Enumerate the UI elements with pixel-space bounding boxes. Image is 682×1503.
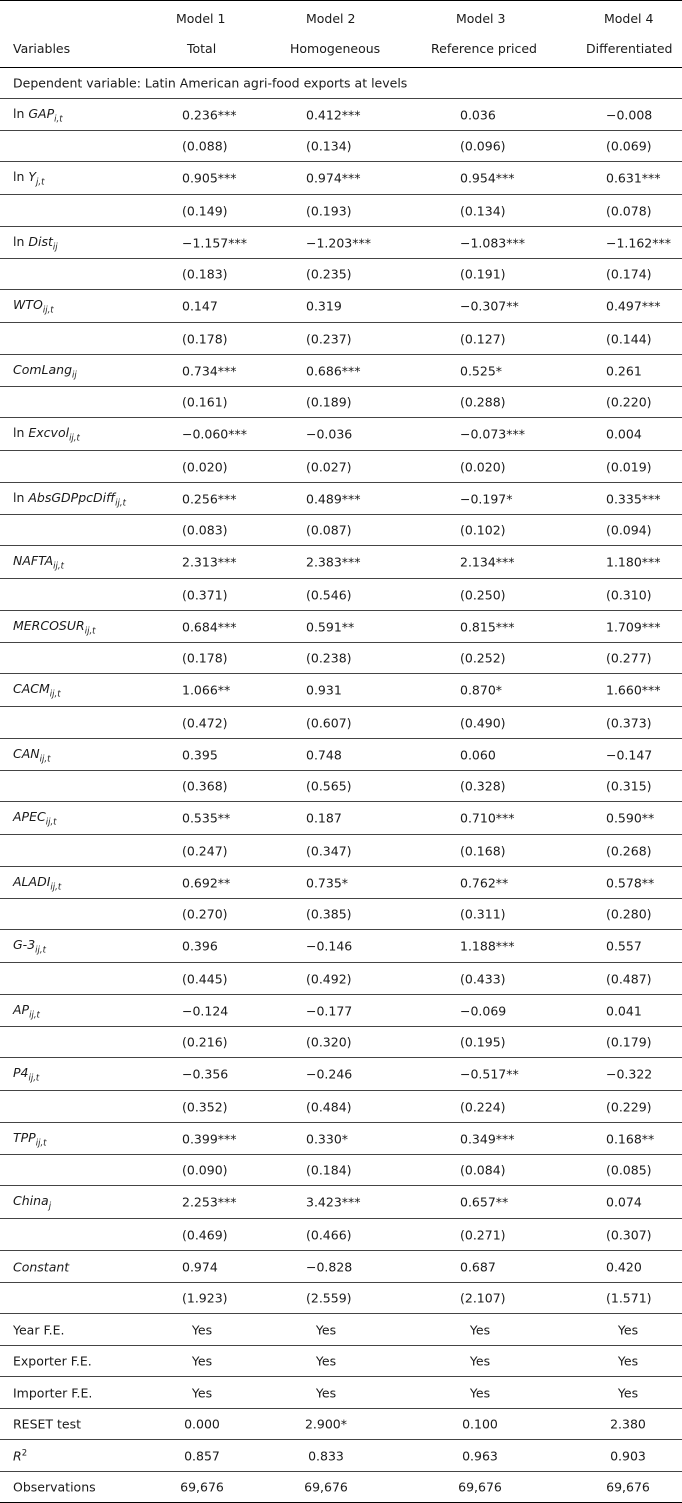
std-error-cell: (0.191) [460,266,506,282]
coefficient-cell: 0.074 [606,1194,642,1210]
se-row [0,1283,682,1314]
coefficient-cell: 1.188*** [460,938,515,954]
footer-value: 0.857 [184,1448,220,1463]
coefficient-cell: 0.974 [182,1259,218,1274]
std-error-cell: (0.373) [606,715,652,730]
footer-value: 0.833 [308,1448,344,1463]
std-error-cell: (0.371) [182,587,228,602]
coefficient-cell: 0.335*** [606,491,661,506]
std-error-cell: (0.189) [306,394,352,410]
footer-value: Yes [315,1353,337,1369]
coefficient-cell: 0.319 [306,298,342,314]
std-error-cell: (0.352) [182,1099,228,1114]
coef-row [0,162,682,195]
std-error-cell: (0.161) [182,394,228,410]
coefficient-cell: −0.069 [460,1003,507,1018]
coef-row [0,611,682,643]
footer-row [0,1314,682,1346]
std-error-cell: (0.347) [306,843,352,858]
std-error-cell: (0.216) [182,1034,228,1050]
coefficient-cell: 0.686*** [306,363,361,378]
std-error-cell: (0.472) [182,715,228,730]
coef-row [0,355,682,387]
std-error-cell: (0.238) [306,650,352,666]
coefficient-cell: 0.041 [606,1003,642,1018]
coefficient-cell: 2.134*** [460,554,515,570]
std-error-cell: (0.088) [182,138,228,154]
coefficient-cell: 1.660*** [606,682,661,698]
std-error-cell: (0.277) [606,650,652,666]
section-title-row [0,68,682,99]
footer-value: Yes [315,1385,337,1400]
variable-label: $\ln GAP_{i,t}$ [13,105,63,124]
coefficient-cell: 0.954*** [460,170,515,186]
variable-label: $CACM_{ij,t}$ [13,680,61,700]
coefficient-cell: −0.322 [606,1066,653,1082]
std-error-cell: (0.144) [606,331,652,346]
std-error-cell: (0.220) [606,394,652,410]
variable-rows [0,99,682,1314]
std-error-cell: (0.224) [460,1099,506,1114]
std-error-cell: (0.250) [460,587,506,602]
footer-row [0,1440,682,1472]
footer-label: Year F.E. [13,1322,65,1337]
std-error-cell: (0.193) [306,203,352,218]
std-error-cell: (0.252) [460,650,506,666]
coefficient-cell: 0.710*** [460,810,515,826]
std-error-cell: (0.320) [306,1034,352,1050]
std-error-cell: (1.923) [182,1290,228,1306]
coefficient-cell: −0.036 [306,426,353,442]
coef-row [0,99,682,131]
coefficient-cell: −0.146 [306,938,353,954]
std-error-cell: (0.102) [460,522,506,538]
std-error-cell: (0.368) [182,778,228,794]
coefficient-cell: −1.157*** [182,235,248,250]
coefficient-cell: 0.399*** [182,1131,237,1146]
coefficient-cell: 0.187 [306,810,342,826]
std-error-cell: (0.184) [306,1162,352,1178]
coefficient-cell: 0.525* [460,363,503,378]
coefficient-cell: 0.557 [606,938,642,954]
std-error-cell: (0.083) [182,522,228,538]
coefficient-cell: −0.828 [306,1259,353,1274]
std-error-cell: (0.069) [606,138,652,154]
se-row [0,1091,682,1123]
model-2-type: Homogeneous [290,41,381,56]
footer-value: 69,676 [180,1479,224,1495]
coefficient-cell: 0.396 [182,938,218,954]
coefficient-cell: 0.578** [606,875,655,890]
model-4-name: Model 4 [604,11,654,26]
coefficient-cell: 0.905*** [182,170,237,186]
footer-value: 69,676 [458,1479,502,1495]
footer-value: Yes [617,1322,639,1337]
variable-label: ln AbsGDPpcDiff$_{ij,t}$ [13,489,126,508]
se-row [0,835,682,867]
se-row [0,451,682,483]
std-error-cell: (0.237) [306,331,352,346]
footer-label: Importer F.E. [13,1385,93,1400]
coefficient-cell: 0.261 [606,363,642,378]
coefficient-cell: 2.313*** [182,554,237,570]
coef-row [0,930,682,963]
coefficient-cell: 0.147 [182,298,218,314]
coefficient-cell: −1.083*** [460,235,526,250]
std-error-cell: (0.195) [460,1034,506,1050]
se-row [0,323,682,355]
footer-row [0,1409,682,1440]
coefficient-cell: 0.974*** [306,170,361,186]
coefficient-cell: 0.684*** [182,619,237,634]
footer-value: Yes [191,1353,213,1369]
std-error-cell: (0.487) [606,971,652,986]
std-error-cell: (0.492) [306,971,352,986]
std-error-cell: (0.168) [460,843,506,858]
coefficient-cell: −0.517** [460,1066,519,1082]
std-error-cell: (0.565) [306,778,352,794]
coefficient-cell: 0.692** [182,875,231,890]
se-row [0,195,682,227]
footer-rows [0,1314,682,1503]
std-error-cell: (0.134) [306,138,352,154]
coefficient-cell: 2.253*** [182,1194,237,1210]
coef-row [0,995,682,1027]
coefficient-cell: 1.066** [182,682,231,698]
std-error-cell: (0.085) [606,1162,652,1178]
coef-row [0,546,682,579]
std-error-cell: (0.311) [460,906,506,922]
coefficient-cell: 0.395 [182,747,218,762]
coef-row [0,483,682,515]
std-error-cell: (0.288) [460,394,506,410]
coefficient-cell: 3.423*** [306,1194,361,1210]
coefficient-cell: −0.197* [460,491,513,506]
footer-label: RESET test [13,1416,82,1432]
coefficient-cell: −0.177 [306,1003,353,1018]
coef-row [0,802,682,835]
std-error-cell: (0.469) [182,1227,228,1242]
coef-row [0,1186,682,1219]
se-row [0,131,682,162]
variable-label: $P4_{ij,t}$ [13,1064,40,1084]
variable-label: ln Excvol$_{ij,t}$ [13,424,80,444]
coefficient-cell: 0.748 [306,747,342,762]
std-error-cell: (0.019) [606,459,652,474]
coef-row [0,1251,682,1283]
std-error-cell: (0.280) [606,906,652,922]
std-error-cell: (0.315) [606,778,652,794]
coefficient-cell: −0.060*** [182,426,248,442]
coefficient-cell: −0.073*** [460,426,526,442]
std-error-cell: (0.247) [182,843,228,858]
std-error-cell: (0.134) [460,203,506,218]
std-error-cell: (0.490) [460,715,506,730]
variable-label: $CAN_{ij,t}$ [13,745,51,764]
coefficient-cell: 0.004 [606,426,642,442]
std-error-cell: (0.607) [306,715,352,730]
std-error-cell: (0.466) [306,1227,352,1242]
variable-label: $WTO_{ij,t}$ [13,296,54,316]
coef-row [0,418,682,451]
variable-label: $NAFTA_{ij,t}$ [13,552,64,572]
std-error-cell: (0.094) [606,522,652,538]
coefficient-cell: −0.356 [182,1066,229,1082]
coefficient-cell: 0.687 [460,1259,496,1274]
coefficient-cell: 0.631*** [606,170,661,186]
footer-value: 69,676 [304,1479,348,1495]
std-error-cell: (0.229) [606,1099,652,1114]
variable-label: $\ln Y_{j,t}$ [13,168,45,188]
coefficient-cell: 0.412*** [306,107,361,122]
std-error-cell: (0.433) [460,971,506,986]
se-row [0,259,682,290]
footer-value: 0.100 [462,1416,498,1432]
coefficient-cell: −0.124 [182,1003,229,1018]
coef-row [0,674,682,707]
footer-value: Yes [469,1385,491,1400]
footer-value: Yes [617,1353,639,1369]
model-1-name: Model 1 [176,11,226,26]
coefficient-cell: 0.815*** [460,619,515,634]
coefficient-cell: 0.349*** [460,1131,515,1146]
std-error-cell: (0.385) [306,906,352,922]
footer-label: Observations [13,1479,96,1495]
footer-label: $R^2$ [13,1447,28,1464]
footer-value: 69,676 [606,1479,650,1495]
coefficient-cell: −0.147 [606,747,653,762]
coefficient-cell: −0.246 [306,1066,353,1082]
std-error-cell: (0.084) [460,1162,506,1178]
se-row [0,963,682,995]
coefficient-cell: 0.330* [306,1131,349,1146]
std-error-cell: (0.096) [460,138,506,154]
se-row [0,387,682,418]
coefficient-cell: 0.497*** [606,298,661,314]
coefficient-cell: 0.762** [460,875,509,890]
coef-row [0,739,682,771]
std-error-cell: (0.307) [606,1227,652,1242]
std-error-cell: (0.020) [460,459,506,474]
std-error-cell: (0.445) [182,971,228,986]
variable-label: $APEC_{ij,t}$ [13,808,57,828]
footer-row [0,1346,682,1377]
coefficient-cell: 2.383*** [306,554,361,570]
coef-row [0,227,682,259]
model-4-type: Differentiated [586,41,673,56]
std-error-cell: (0.235) [306,266,352,282]
footer-value: Yes [191,1322,213,1337]
coef-row [0,1058,682,1091]
std-error-cell: (0.178) [182,331,228,346]
se-row [0,771,682,802]
coefficient-cell: 0.590** [606,810,655,826]
coefficient-cell: 0.256*** [182,491,237,506]
footer-row [0,1472,682,1503]
variables-header: Variables [13,41,71,56]
footer-value: Yes [617,1385,639,1400]
coefficient-cell: 0.734*** [182,363,237,378]
coefficient-cell: −0.307** [460,298,519,314]
coefficient-cell: −0.008 [606,107,653,122]
std-error-cell: (0.178) [182,650,228,666]
section-title: Dependent variable: Latin American agri-food exports at levels [13,75,408,91]
variable-label: $ALADI_{ij,t}$ [13,873,62,892]
std-error-cell: (0.078) [606,203,652,218]
coefficient-cell: 0.591** [306,619,355,634]
std-error-cell: (0.149) [182,203,228,218]
std-error-cell: (0.268) [606,843,652,858]
std-error-cell: (0.310) [606,587,652,602]
coef-row [0,290,682,323]
std-error-cell: (0.127) [460,331,506,346]
coefficient-cell: 0.870* [460,682,503,698]
footer-value: Yes [469,1353,491,1369]
footer-value: 0.000 [184,1416,220,1432]
std-error-cell: (0.087) [306,522,352,538]
footer-row [0,1377,682,1409]
variable-label: $MERCOSUR_{ij,t}$ [13,617,96,636]
std-error-cell: (0.271) [460,1227,506,1242]
model-3-type: Reference priced [431,41,537,56]
variable-label: Constant [13,1259,70,1274]
coef-row [0,867,682,899]
se-row [0,1027,682,1058]
footer-label: Exporter F.E. [13,1353,92,1369]
std-error-cell: (0.270) [182,906,228,922]
coefficient-cell: 1.709*** [606,619,661,634]
variable-label: ComLang$_{ij}$ [13,361,77,380]
model-3-name: Model 3 [456,11,506,26]
coefficient-cell: 0.735* [306,875,349,890]
se-row [0,1155,682,1186]
coefficient-cell: 0.168** [606,1131,655,1146]
coefficient-cell: 1.180*** [606,554,661,570]
std-error-cell: (1.571) [606,1290,652,1306]
footer-value: 2.900* [304,1416,348,1432]
coef-row [0,1123,682,1155]
coefficient-cell: 0.931 [306,682,342,698]
variable-label: ln Dist$_{ij}$ [13,233,58,252]
se-row [0,899,682,930]
coefficient-cell: −1.162*** [606,235,672,250]
coefficient-cell: 0.060 [460,747,496,762]
variable-label: China$_j$ [13,1192,52,1212]
std-error-cell: (0.484) [306,1099,352,1114]
variable-label: $G-3_{ij,t}$ [13,936,46,956]
variable-label: $AP_{ij,t}$ [13,1001,40,1020]
se-row [0,707,682,739]
coefficient-cell: 0.657** [460,1194,509,1210]
std-error-cell: (0.546) [306,587,352,602]
variable-label: $TPP_{ij,t}$ [13,1129,47,1148]
std-error-cell: (0.090) [182,1162,228,1178]
footer-value: Yes [469,1322,491,1337]
coefficient-cell: 0.036 [460,107,496,122]
coefficient-cell: 0.489*** [306,491,361,506]
table-header [0,1,682,68]
std-error-cell: (2.559) [306,1290,352,1306]
coefficient-cell: 0.236*** [182,107,237,122]
std-error-cell: (0.183) [182,266,228,282]
se-row [0,643,682,674]
model-2-name: Model 2 [306,11,356,26]
footer-value: Yes [315,1322,337,1337]
std-error-cell: (2.107) [460,1290,506,1306]
coefficient-cell: 0.535** [182,810,231,826]
std-error-cell: (0.328) [460,778,506,794]
model-1-type: Total [187,41,217,56]
se-row [0,579,682,611]
footer-value: 0.903 [610,1448,646,1463]
footer-value: 0.963 [462,1448,498,1463]
se-row [0,1219,682,1251]
std-error-cell: (0.174) [606,266,652,282]
se-row [0,515,682,546]
coefficient-cell: 0.420 [606,1259,642,1274]
std-error-cell: (0.179) [606,1034,652,1050]
coefficient-cell: −1.203*** [306,235,372,250]
std-error-cell: (0.020) [182,459,228,474]
footer-value: Yes [191,1385,213,1400]
std-error-cell: (0.027) [306,459,352,474]
footer-value: 2.380 [610,1416,646,1432]
